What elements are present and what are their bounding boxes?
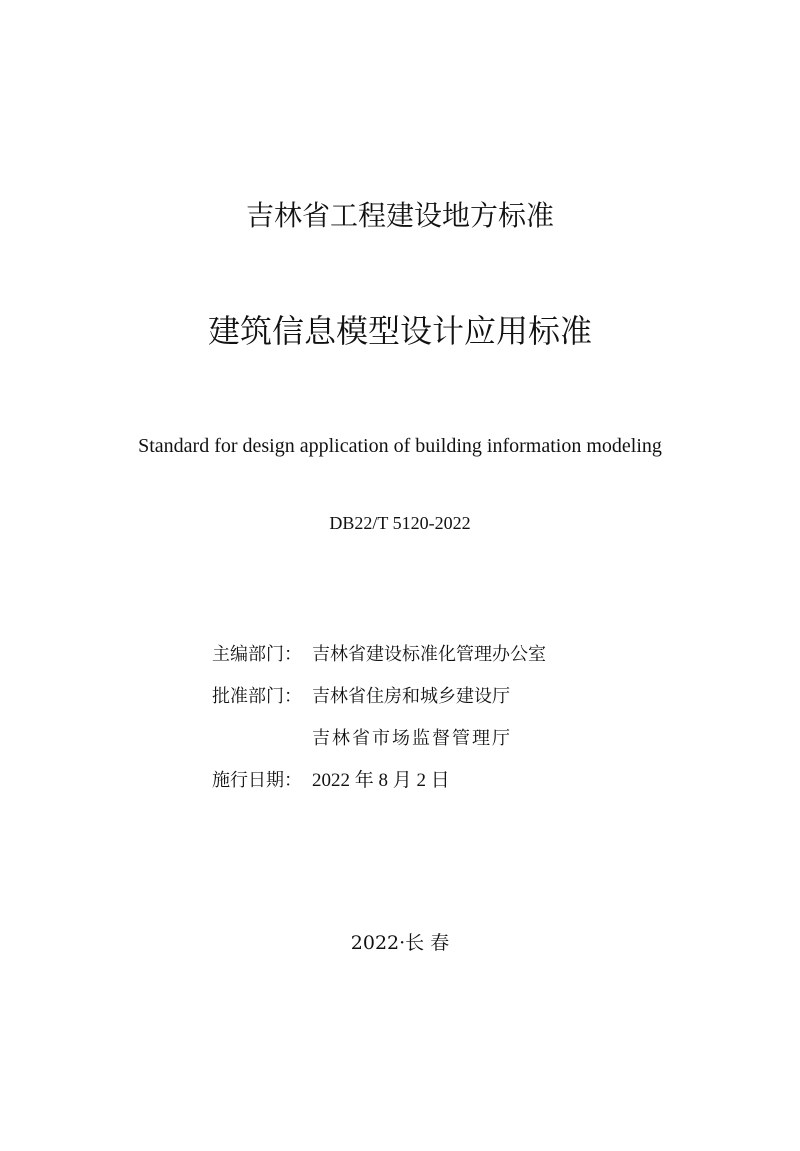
effective-date-value: 2022 年 8 月 2 日 bbox=[312, 770, 450, 791]
publication-place-year: 2022·长 春 bbox=[350, 932, 450, 954]
document-title-english: Standard for design application of building information modeling bbox=[138, 435, 662, 457]
document-title-chinese: 建筑信息模型设计应用标准 bbox=[207, 312, 592, 350]
approver-row-secondary bbox=[212, 724, 672, 766]
approver-label: 批准部门： bbox=[212, 686, 302, 707]
editor-row bbox=[212, 640, 672, 682]
standard-number: DB22/T 5120-2022 bbox=[329, 513, 471, 533]
approver-value-primary: 吉林省住房和城乡建设厅 bbox=[312, 686, 510, 707]
approver-row bbox=[212, 682, 672, 724]
publication-info bbox=[212, 640, 672, 808]
editor-label: 主编部门： bbox=[212, 644, 302, 665]
effective-date-label: 施行日期： bbox=[212, 770, 302, 791]
effective-date-row bbox=[212, 766, 672, 808]
series-title: 吉林省工程建设地方标准 bbox=[245, 199, 554, 232]
approver-label-spacer bbox=[212, 724, 312, 766]
approver-value-secondary: 吉林省市场监督管理厅 bbox=[312, 728, 512, 749]
editor-value: 吉林省建设标准化管理办公室 bbox=[312, 644, 546, 665]
